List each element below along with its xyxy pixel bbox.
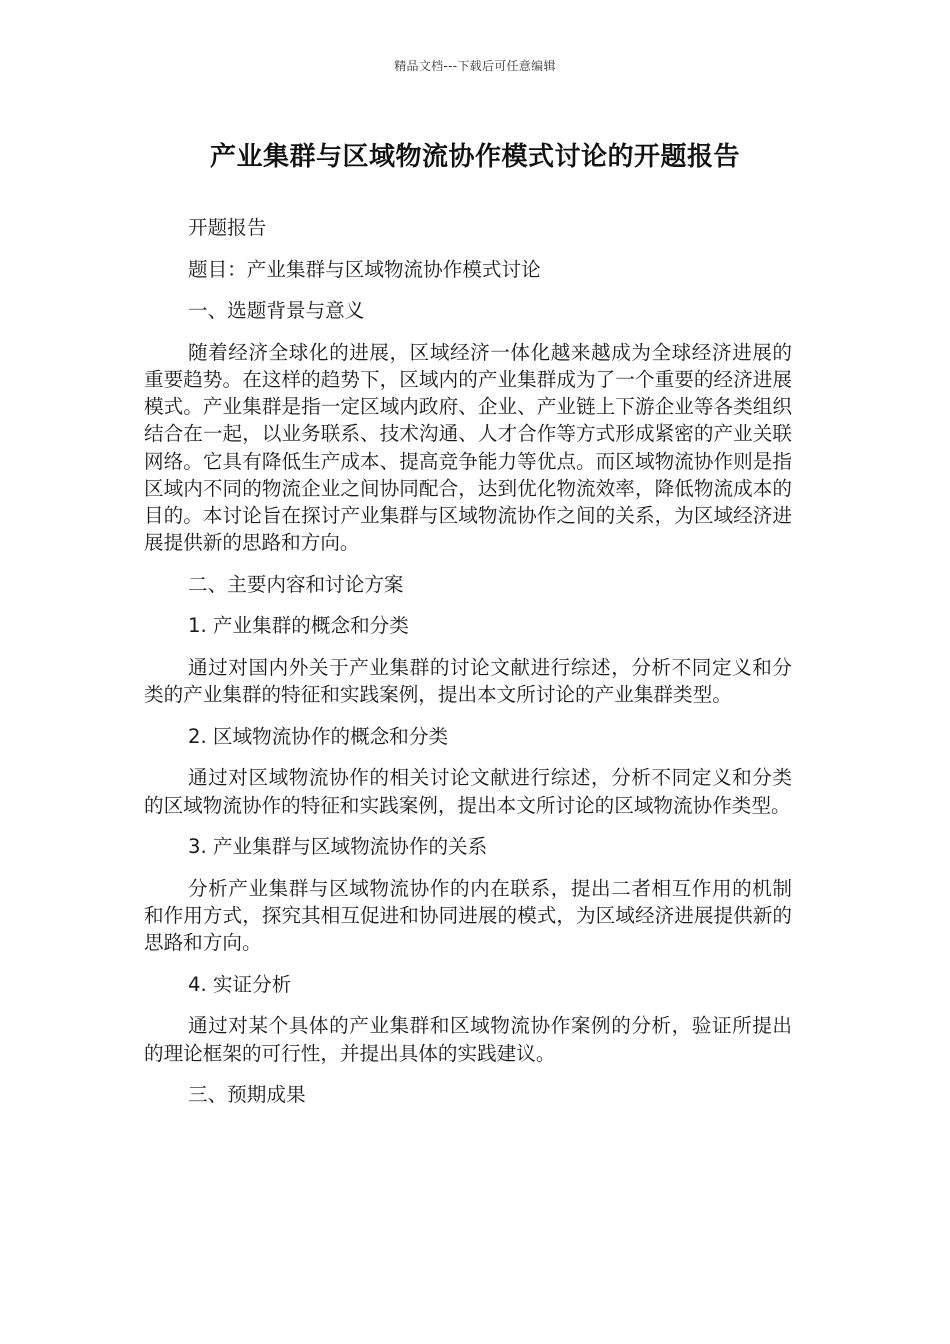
paragraph: 随着经济全球化的进展，区域经济一体化越来越成为全球经济进展的重要趋势。在这样的趋势下，区域内的产业集群成为了一个重要的经济进展模式。产业集群是指一定区域内政府、企业、产业链上下游企业等各类组织结合在一起，以业务联系、技术沟通、人才合作等方式形成紧密的产业关联网络。它具有降低生产成本、提高竞争能力等优点。而区域物流协作则是指区域内不同的物流企业之间协同配合，达到优化物流效率，降低物流成本的目的。本讨论旨在探讨产业集群与区域物流协作之间的关系，为区域经济进展提供新的思路和方向。 [144, 340, 792, 555]
paragraph: 通过对区域物流协作的相关讨论文献进行综述，分析不同定义和分类的区域物流协作的特征和实践案例，提出本文所讨论的区域物流协作类型。 [144, 766, 792, 817]
paragraph: 分析产业集群与区域物流协作的内在联系，提出二者相互作用的机制和作用方式，探究其相互促进和协同进展的模式，为区域经济进展提供新的思路和方向。 [144, 876, 792, 955]
page-header-note: 精品文档---下载后可任意编辑 [394, 59, 556, 73]
section-heading: 三、预期成果 [188, 1083, 306, 1107]
document-body [144, 214, 792, 1123]
subsection-heading: 4. 实证分析 [188, 972, 292, 996]
topic-line: 题目：产业集群与区域物流协作模式讨论 [188, 257, 541, 281]
section-label: 开题报告 [188, 216, 267, 239]
document-title: 产业集群与区域物流协作模式讨论的开题报告 [209, 142, 740, 172]
paragraph: 通过对某个具体的产业集群和区域物流协作案例的分析，验证所提出的理论框架的可行性，并提出具体的实践建议。 [144, 1014, 792, 1065]
subsection-heading: 3. 产业集群与区域物流协作的关系 [188, 835, 488, 859]
subsection-heading: 1. 产业集群的概念和分类 [188, 614, 409, 638]
paragraph: 通过对国内外关于产业集群的讨论文献进行综述，分析不同定义和分类的产业集群的特征和实践案例，提出本文所讨论的产业集群类型。 [144, 655, 792, 707]
subsection-heading: 2. 区域物流协作的概念和分类 [188, 724, 449, 748]
section-heading: 一、选题背景与意义 [188, 299, 365, 323]
section-heading: 二、主要内容和讨论方案 [188, 572, 404, 596]
